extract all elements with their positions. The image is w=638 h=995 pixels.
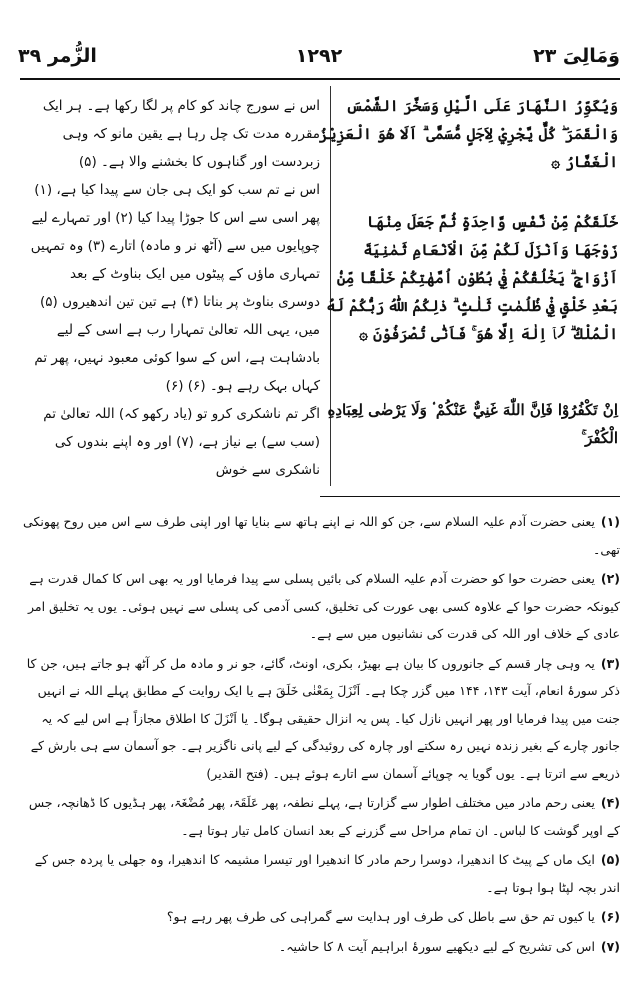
footnote-7 [22, 933, 620, 961]
footnote-2 [22, 565, 620, 648]
footnote-text: یا کیوں تم حق سے باطل کی طرف اور ہدایت سے گمراہی کی طرف پھر رہے ہو؟ [166, 909, 595, 924]
footnote-5 [22, 846, 620, 901]
footnote-1 [22, 508, 620, 563]
arabic-verse-5: وَيُكَوِّرُ النَّهَارَ عَلَى الَّيْلِ وَسَخَّرَ الشَّمْسَ وَالْقَمَرَ ۖ كُلٌّ يَّجْرِيْ لِاَجَلٍ مُّسَمًّى ۗ اَلَا هُوَ الْعَزِيْزُ الْغَفَّارُ ۞ [319, 97, 618, 171]
footnote-3 [22, 650, 620, 788]
translation-verse-7: اگر تم ناشکری کرو تو (یاد رکھو کہ) اللہ تعالیٰ تم (سب سے) بے نیاز ہے، (۷) اور وہ اپنے بندوں کی ناشکری سے خوش [43, 406, 320, 478]
urdu-translation [24, 92, 320, 484]
footnote-text: یعنی رحم مادر میں مختلف اطوار سے گزارتا ہے، پہلے نطفہ، پھر عَلَقَۃ، پھر مُضْغَۃ، پھر ہڈیوں کا ڈھانچہ، جس کے اوپر گوشت کا لباس۔ ان تمام مراحل سے گزرنے کے بعد انسان کامل تیار ہوتا ہے۔ [28, 795, 620, 838]
footnote-number: (۷) [600, 938, 620, 954]
para-title: وَمَالِیَ ٢٣ [533, 45, 620, 67]
footnote-number: (۲) [600, 571, 620, 586]
arabic-verse-6: خَلَقَكُمْ مِّنْ نَّفْسٍ وَّاحِدَةٍ ثُمَّ جَعَلَ مِنْهَا زَوْجَهَا وَاَنْزَلَ لَكُمْ مِّنَ الْاَنْعَامِ ثَمٰنِيَةَ اَزْوَاجٍ ۗ يَخْلُقُكُمْ فِيْ بُطُوْنِ اُمَّهٰتِكُمْ خَلْقًا مِّنْۢ بَعْدِ خَلْقٍ فِيْ ظُلُمٰتٍ ثَلٰثٍ ۗ ذٰلِكُمُ اللّٰهُ رَبُّكُمْ لَهُ الْمُلْكُ ۗ لَاۤ اِلٰهَ اِلَّا هُوَ ۚ فَاَنّٰى تُصْرَفُوْنَ ۞ [326, 213, 618, 343]
page-header [18, 38, 620, 74]
header-divider [20, 78, 620, 80]
footnote-text: یہ وہی چار قسم کے جانوروں کا بیان ہے بھیڑ، بکری، اونٹ، گائے، جو نر و مادہ مل کر آٹھ ہو جاتے ہیں، جن کا ذکر سورۂ انعام، آیت ۱۴۳، ۱۴۴ میں گزر چکا ہے۔ اَنْزَلَ بِمَعْنٰی خَلَقَ ہے یا ایک روایت کے مطابق پہلے اللہ نے انہیں جنت میں پیدا فرمایا اور پھر انہیں نازل کیا۔ پس یہ انزال حقیقی ہوگا۔ یا اَنْزَلَ کا اطلاق مجازاً ہے اس لیے کہ یہ جانور چارے کے بغیر زندہ نہیں رہ سکتے اور چارہ کی روئیدگی کے لیے پانی ناگزیر ہے۔ جو آسمان سے ہی بارش کے ذریعے سے اترتا ہے۔ یوں گویا یہ چوپائے آسمان سے اتارے ہوئے ہیں۔ (فتح القدیر) [26, 655, 620, 781]
footnote-divider [320, 496, 620, 497]
footnote-4 [22, 789, 620, 844]
translation-verse-6: اس نے تم سب کو ایک ہی جان سے پیدا کیا ہے، (۱) پھر اسی سے اس کا جوڑا پیدا کیا (۲) اور تمہارے لیے چوپایوں میں سے (آٹھ نر و مادہ) اتارے (۳) وہ تمہیں تمہاری ماؤں کے پیٹوں میں ایک بناوٹ کے بعد دوسری بناوٹ پر بناتا (۴) ہے تین تین اندھیروں (۵) میں، یہی اللہ تعالیٰ تمہارا رب ہے اسی کے لیے بادشاہت ہے، اس کے سوا کوئی معبود نہیں، پھر تم کہاں بہک رہے ہو۔ (۶) (۶) [30, 182, 320, 394]
footnote-number: (۶) [600, 909, 620, 924]
footnote-number: (۱) [600, 514, 620, 529]
arabic-verse-7: اِنْ تَكْفُرُوْا فَاِنَّ اللّٰهَ غَنِيٌّ عَنْكُمْ ۟ وَلَا يَرْضٰى لِعِبَادِهِ الْكُفْرَ ۚ [327, 401, 618, 447]
footnote-text: اس کی تشریح کے لیے دیکھیے سورۂ ابراہیم آیت ۸ کا حاشیہ۔ [278, 938, 595, 954]
footnote-number: (۳) [600, 655, 620, 671]
footnotes [22, 508, 620, 962]
translation-verse-5: اس نے سورج چاند کو کام پر لگا رکھا ہے۔ ہر ایک مقررہ مدت تک چل رہا ہے یقین مانو کہ وہی زبردست اور گناہوں کا بخشنے والا ہے۔ (۵) [42, 98, 320, 170]
footnote-text: ایک ماں کے پیٹ کا اندھیرا، دوسرا رحم مادر کا اندھیرا اور تیسرا مشیمہ کا اندھیرا، وہ جھلی یا پردہ جس کے اندر بچہ لپٹا ہوا ہوتا ہے۔ [34, 852, 620, 895]
footnote-6 [22, 903, 620, 931]
footnote-number: (۴) [600, 795, 620, 810]
footnote-text: یعنی حضرت حوا کو حضرت آدم علیہ السلام کی بائیں پسلی سے پیدا فرمایا اور یہ بھی اس کا کمال قدرت ہے کیونکہ حضرت حوا کے علاوہ کسی بھی عورت کی تخلیق، کسی آدمی کی پسلی سے نہیں ہوئی۔ یوں یہ تخلیق امر عادی کے خلاف اور اللہ کی قدرت کی نشانیوں میں سے ہے۔ [28, 571, 620, 641]
page-number: ١٢٩٢ [295, 45, 343, 67]
footnote-text: یعنی حضرت آدم علیہ السلام سے، جن کو اللہ نے اپنے ہاتھ سے بنایا تھا اور اپنی طرف سے اس میں روح پھونکی تھی۔ [23, 514, 620, 557]
footnote-number: (۵) [600, 852, 620, 867]
surah-title: الزُّمر ٣٩ [18, 45, 97, 67]
